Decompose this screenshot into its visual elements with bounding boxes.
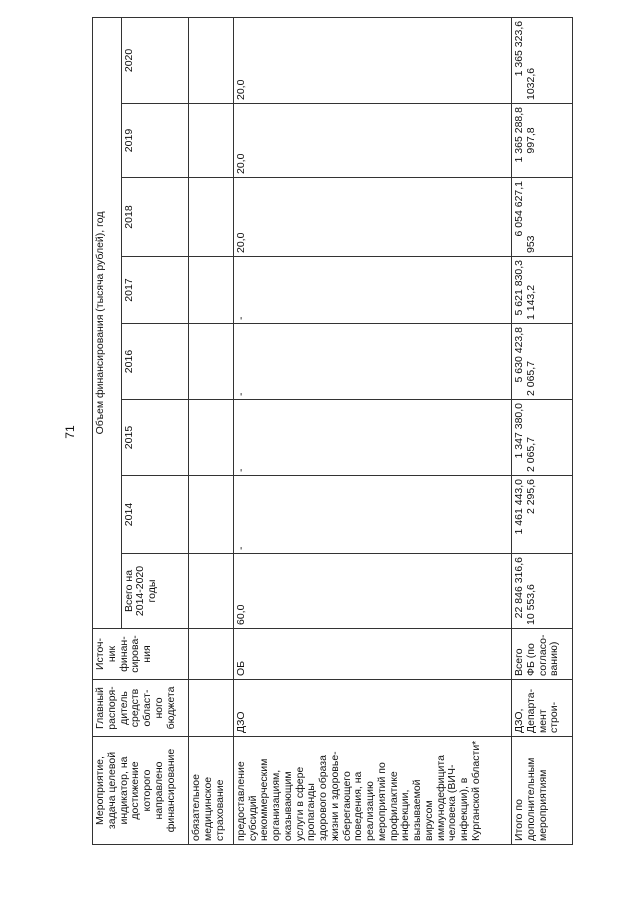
row1-2019 xyxy=(189,104,233,178)
row3-total xyxy=(512,554,573,629)
row2-source: ОБ xyxy=(233,629,511,680)
row3-2014-fb: 2 295,6 xyxy=(524,479,537,515)
row3-2015-fb: 2 065,7 xyxy=(524,436,537,472)
row3-2018 xyxy=(512,178,573,257)
row3-2015 xyxy=(512,400,573,476)
row1-source xyxy=(189,629,233,680)
table-row xyxy=(512,17,573,844)
header-source: Источ-ник финан-сирова-ния xyxy=(93,629,189,680)
row3-2018-fb: 953 xyxy=(524,235,537,253)
header-year-2015: 2015 xyxy=(121,400,189,476)
row2-2014: - xyxy=(233,476,511,554)
row3-2020-fb: 1032,6 xyxy=(524,67,537,100)
row3-2017-fb: 1 143,2 xyxy=(524,284,537,320)
row3-2019-fb: 997,8 xyxy=(524,127,537,154)
row3-2020-all: 1 365 323,6 xyxy=(513,20,526,77)
financing-table xyxy=(92,17,573,845)
header-year-2018: 2018 xyxy=(121,178,189,257)
row3-total-fb: 10 553,6 xyxy=(524,584,537,625)
row2-manager: ДЗО xyxy=(233,680,511,737)
table-row xyxy=(233,17,511,844)
row2-2020: 20,0 xyxy=(233,17,511,103)
row3-2014 xyxy=(512,476,573,554)
header-financing-group: Объем финансирования (тысяча рублей), год xyxy=(93,17,122,628)
row1-2018 xyxy=(189,178,233,257)
row3-2015-all: 1 347 380,0 xyxy=(513,403,526,459)
header-activity: Мероприятие, задача целевой индикатор, на достижение которого направлено финансирование xyxy=(93,737,189,845)
row3-activity: Итого по дополнительным мероприятиям xyxy=(512,737,573,845)
header-total: Всего на 2014-2020 годы xyxy=(121,554,189,629)
row2-activity: предоставление субсидий некоммерческим организациям, оказывающим услуги в сфере пропаганды здорового образа жизни и здоровье-сберегающего поведения, на реализацию мероприятий по профилактике инфекции, вызываемой вирусом иммунодефицита человека (ВИЧ-инфекции), в Курганской области* xyxy=(233,737,511,845)
row3-source-fb: ФБ (по согласо-ванию) xyxy=(524,634,561,676)
row1-2020 xyxy=(189,17,233,103)
table-row xyxy=(189,17,233,844)
header-year-2017: 2017 xyxy=(121,257,189,324)
header-year-2014: 2014 xyxy=(121,476,189,554)
row3-manager: ДЗО, Департа-мент строи- xyxy=(512,680,573,737)
row1-2015 xyxy=(189,400,233,476)
row2-2019: 20,0 xyxy=(233,104,511,178)
header-year-2016: 2016 xyxy=(121,324,189,400)
header-manager: Главный распоря-дитель средств област-ного бюджета xyxy=(93,680,189,737)
row1-manager xyxy=(189,680,233,737)
page-number: 71 xyxy=(63,425,77,439)
row3-2019-all: 1 365 288,8 xyxy=(513,107,526,163)
row3-2016 xyxy=(512,324,573,400)
row1-2016 xyxy=(189,324,233,400)
row3-2017 xyxy=(512,257,573,324)
row3-source xyxy=(512,629,573,680)
row2-total: 60,0 xyxy=(233,554,511,629)
row1-2014 xyxy=(189,476,233,554)
row2-2017: - xyxy=(233,257,511,324)
row3-source-all: Всего xyxy=(513,648,526,676)
row3-2018-all: 6 054 627,1 xyxy=(513,181,526,237)
row3-2019 xyxy=(512,104,573,178)
header-year-2019: 2019 xyxy=(121,104,189,178)
row2-2018: 20,0 xyxy=(233,178,511,257)
row3-2016-all: 5 630 423,8 xyxy=(513,327,526,383)
row2-2016: - xyxy=(233,324,511,400)
row3-2014-all: 1 461 443,0 xyxy=(513,479,526,535)
row1-activity: обязательное медицинское страхование xyxy=(189,737,233,845)
row1-2017 xyxy=(189,257,233,324)
row3-total-all: 22 846 316,6 xyxy=(513,557,526,619)
row2-2015: - xyxy=(233,400,511,476)
rotated-table-container xyxy=(92,18,573,845)
row3-2016-fb: 2 065,7 xyxy=(524,360,537,396)
header-year-2020: 2020 xyxy=(121,17,189,103)
row3-2020 xyxy=(512,17,573,103)
row3-2017-all: 5 621 830,3 xyxy=(513,260,526,316)
row1-total xyxy=(189,554,233,629)
